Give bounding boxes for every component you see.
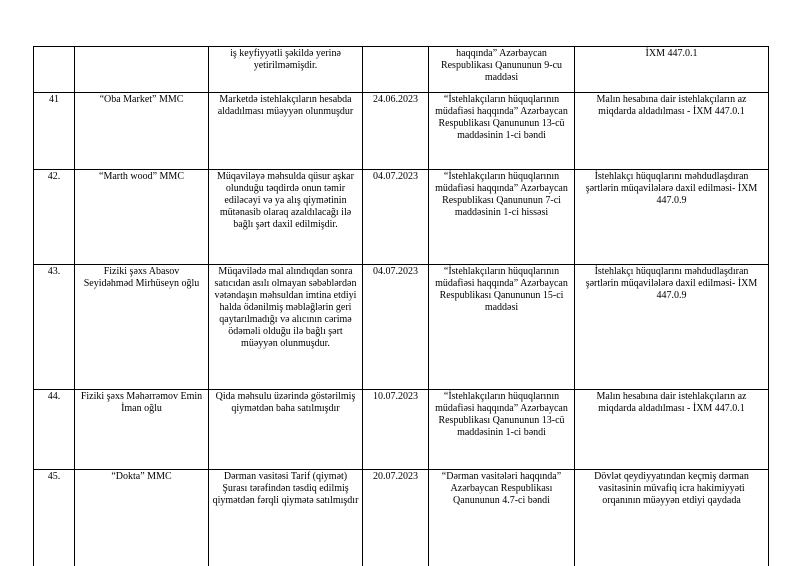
- cell-outcome: İstehlakçı hüquqlarını məhdudlaşdıran şərtlərin müqavilələrə daxil edilməsi- İXM 447.0.9: [575, 265, 769, 390]
- cell-number: 43.: [34, 265, 75, 390]
- cell-entity: [75, 47, 209, 93]
- cell-legal-basis: “Dərman vasitələri haqqında” Azərbaycan Respublikası Qanununun 4.7-ci bəndi: [429, 470, 575, 566]
- cell-outcome: İXM 447.0.1: [575, 47, 769, 93]
- cell-legal-basis: “İstehlakçıların hüquqlarının müdafiəsi haqqında” Azərbaycan Respublikası Qanununun 15-ci maddəsi: [429, 265, 575, 390]
- cell-violation: Dərman vasitəsi Tarif (qiymət) Şurası tərəfindən təsdiq edilmiş qiymətdən fərqli qiymətə satılmışdır: [209, 470, 363, 566]
- cell-entity: “Oba Market” MMC: [75, 93, 209, 170]
- cell-legal-basis: “İstehlakçıların hüquqlarının müdafiəsi haqqında” Azərbaycan Respublikası Qanununun 13-cü maddəsinin 1-ci bəndi: [429, 390, 575, 470]
- cell-legal-basis: “İstehlakçıların hüquqlarının müdafiəsi haqqında” Azərbaycan Respublikası Qanununun 13-cü maddəsinin 1-ci bəndi: [429, 93, 575, 170]
- cell-date: 20.07.2023: [363, 470, 429, 566]
- cell-entity: Fiziki şəxs Abasov Seyidəhməd Mirhüseyn oğlu: [75, 265, 209, 390]
- cell-date: [363, 47, 429, 93]
- cell-entity: “Dokta” MMC: [75, 470, 209, 566]
- cell-date: 04.07.2023: [363, 265, 429, 390]
- cell-violation: Müqaviləyə məhsulda qüsur aşkar olunduğu təqdirdə onun təmir ediləcəyi və ya alış qiymətinin mütənasib olaraq azaldılacağı ilə bağlı şərt daxil edilmişdir.: [209, 170, 363, 265]
- cell-legal-basis: haqqında” Azərbaycan Respublikası Qanununun 9-cu maddəsi: [429, 47, 575, 93]
- cell-legal-basis: “İstehlakçıların hüquqlarının müdafiəsi haqqında” Azərbaycan Respublikası Qanununun 7-ci maddəsinin 1-ci hissəsi: [429, 170, 575, 265]
- cell-number: 41: [34, 93, 75, 170]
- cell-violation: Marketdə istehlakçıların hesabda aldadılması müəyyən olunmuşdur: [209, 93, 363, 170]
- table-row: [34, 93, 769, 170]
- cell-outcome: İstehlakçı hüquqlarını məhdudlaşdıran şərtlərin müqavilələrə daxil edilməsi- İXM 447.0.9: [575, 170, 769, 265]
- cell-date: 04.07.2023: [363, 170, 429, 265]
- cell-outcome: Malın hesabına dair istehlakçıların az miqdarda aldadılması - İXM 447.0.1: [575, 93, 769, 170]
- table-row: [34, 47, 769, 93]
- cell-number: 42.: [34, 170, 75, 265]
- sanctions-table: [33, 46, 769, 566]
- table-row: [34, 170, 769, 265]
- table-row: [34, 265, 769, 390]
- cell-date: 24.06.2023: [363, 93, 429, 170]
- table-row: [34, 470, 769, 566]
- cell-violation: Qida məhsulu üzərində göstərilmiş qiymətdən baha satılmışdır: [209, 390, 363, 470]
- cell-number: [34, 47, 75, 93]
- cell-violation: iş keyfiyyətli şəkildə yerinə yetirilməmişdir.: [209, 47, 363, 93]
- cell-entity: “Marth wood” MMC: [75, 170, 209, 265]
- cell-entity: Fiziki şəxs Məhərrəmov Emin İman oğlu: [75, 390, 209, 470]
- cell-outcome: Malın hesabına dair istehlakçıların az miqdarda aldadılması - İXM 447.0.1: [575, 390, 769, 470]
- cell-violation: Müqavilədə mal alındıqdan sonra satıcıdan asılı olmayan səbəblərdən vətəndaşın məhsuldan imtina etdiyi halda ödənilmiş məbləğlərin geri qaytarılmadığı və alıcının cərimə ödəməli olduğu ilə bağlı şərt müəyyən olunmuşdur.: [209, 265, 363, 390]
- table-row: [34, 390, 769, 470]
- cell-number: 44.: [34, 390, 75, 470]
- cell-outcome: Dövlət qeydiyyatından keçmiş dərman vasitəsinin müvafiq icra hakimiyyəti orqanının müəyyən etdiyi qaydada: [575, 470, 769, 566]
- cell-number: 45.: [34, 470, 75, 566]
- cell-date: 10.07.2023: [363, 390, 429, 470]
